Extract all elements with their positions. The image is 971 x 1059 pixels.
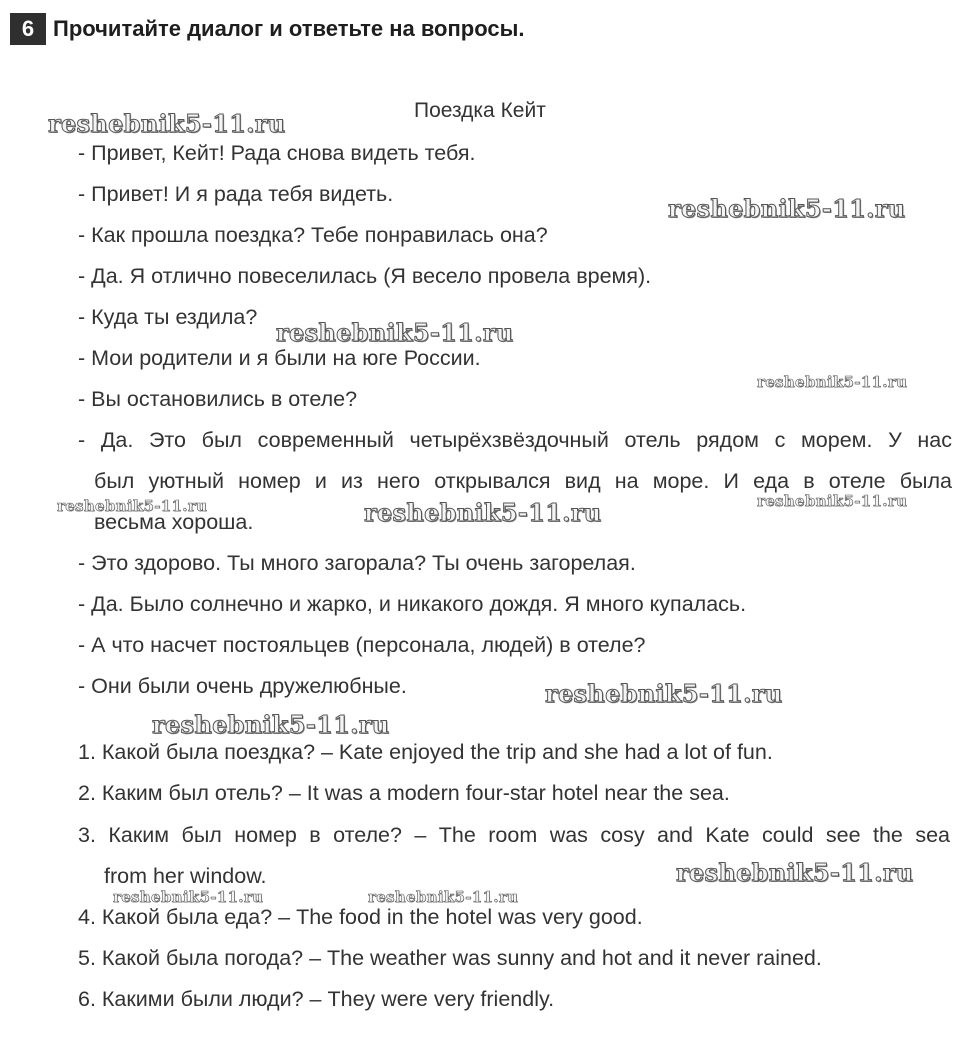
answer-line: 5. Какой была погода? – The weather was sunny and hot and it never rained. (78, 946, 822, 970)
dialog-line: - Это здорово. Ты много загорала? Ты очень загорелая. (78, 551, 636, 575)
dialog-line-continued: был уютный номер и из него открывался вид на море. И еда в отеле была (94, 469, 952, 493)
dialog-line: - Да. Это был современный четырёхзвёздочный отель рядом с морем. У нас (78, 428, 952, 452)
watermark: reshebnik5-11.ru (757, 373, 908, 391)
dialog-line: - Привет! И я рада тебя видеть. (78, 182, 394, 206)
dialog-line: - А что насчет постояльцев (персонала, людей) в отеле? (78, 633, 646, 657)
answer-line: 6. Какими были люди? – They were very friendly. (78, 987, 555, 1011)
watermark: reshebnik5-11.ru (676, 858, 914, 887)
watermark: reshebnik5-11.ru (113, 888, 264, 906)
watermark: reshebnik5-11.ru (276, 318, 514, 347)
watermark: reshebnik5-11.ru (368, 888, 519, 906)
dialog-line: - Привет, Кейт! Рада снова видеть тебя. (78, 141, 476, 165)
dialog-line: - Они были очень дружелюбные. (78, 674, 407, 698)
watermark: reshebnik5-11.ru (152, 710, 390, 739)
dialog-line: - Вы остановились в отеле? (78, 387, 358, 411)
watermark: reshebnik5-11.ru (757, 492, 908, 510)
dialog-title: Поездка Кейт (414, 99, 546, 122)
dialog-line: - Как прошла поездка? Тебе понравилась она? (78, 223, 548, 247)
watermark: reshebnik5-11.ru (48, 109, 286, 138)
task-number-badge: 6 (10, 13, 46, 45)
answer-line: 2. Каким был отель? – It was a modern four-star hotel near the sea. (78, 781, 730, 805)
task-instruction: Прочитайте диалог и ответьте на вопросы. (53, 16, 525, 41)
answer-line: 3. Каким был номер в отеле? – The room was cosy and Kate could see the sea (78, 823, 950, 847)
watermark: reshebnik5-11.ru (364, 498, 602, 527)
dialog-line-continued: весьма хороша. (94, 510, 254, 534)
dialog-line: - Да. Было солнечно и жарко, и никакого дождя. Я много купалась. (78, 592, 747, 616)
dialog-line: - Мои родители и я были на юге России. (78, 346, 481, 370)
watermark: reshebnik5-11.ru (668, 194, 906, 223)
watermark: reshebnik5-11.ru (545, 679, 783, 708)
answer-line-continued: from her window. (104, 864, 267, 888)
dialog-line: - Да. Я отлично повеселилась (Я весело провела время). (78, 264, 652, 288)
answer-line: 1. Какой была поездка? – Kate enjoyed the trip and she had a lot of fun. (78, 740, 773, 764)
dialog-line: - Куда ты ездила? (78, 305, 258, 329)
watermark: reshebnik5-11.ru (57, 497, 208, 515)
answer-line: 4. Какой была еда? – The food in the hotel was very good. (78, 905, 643, 929)
